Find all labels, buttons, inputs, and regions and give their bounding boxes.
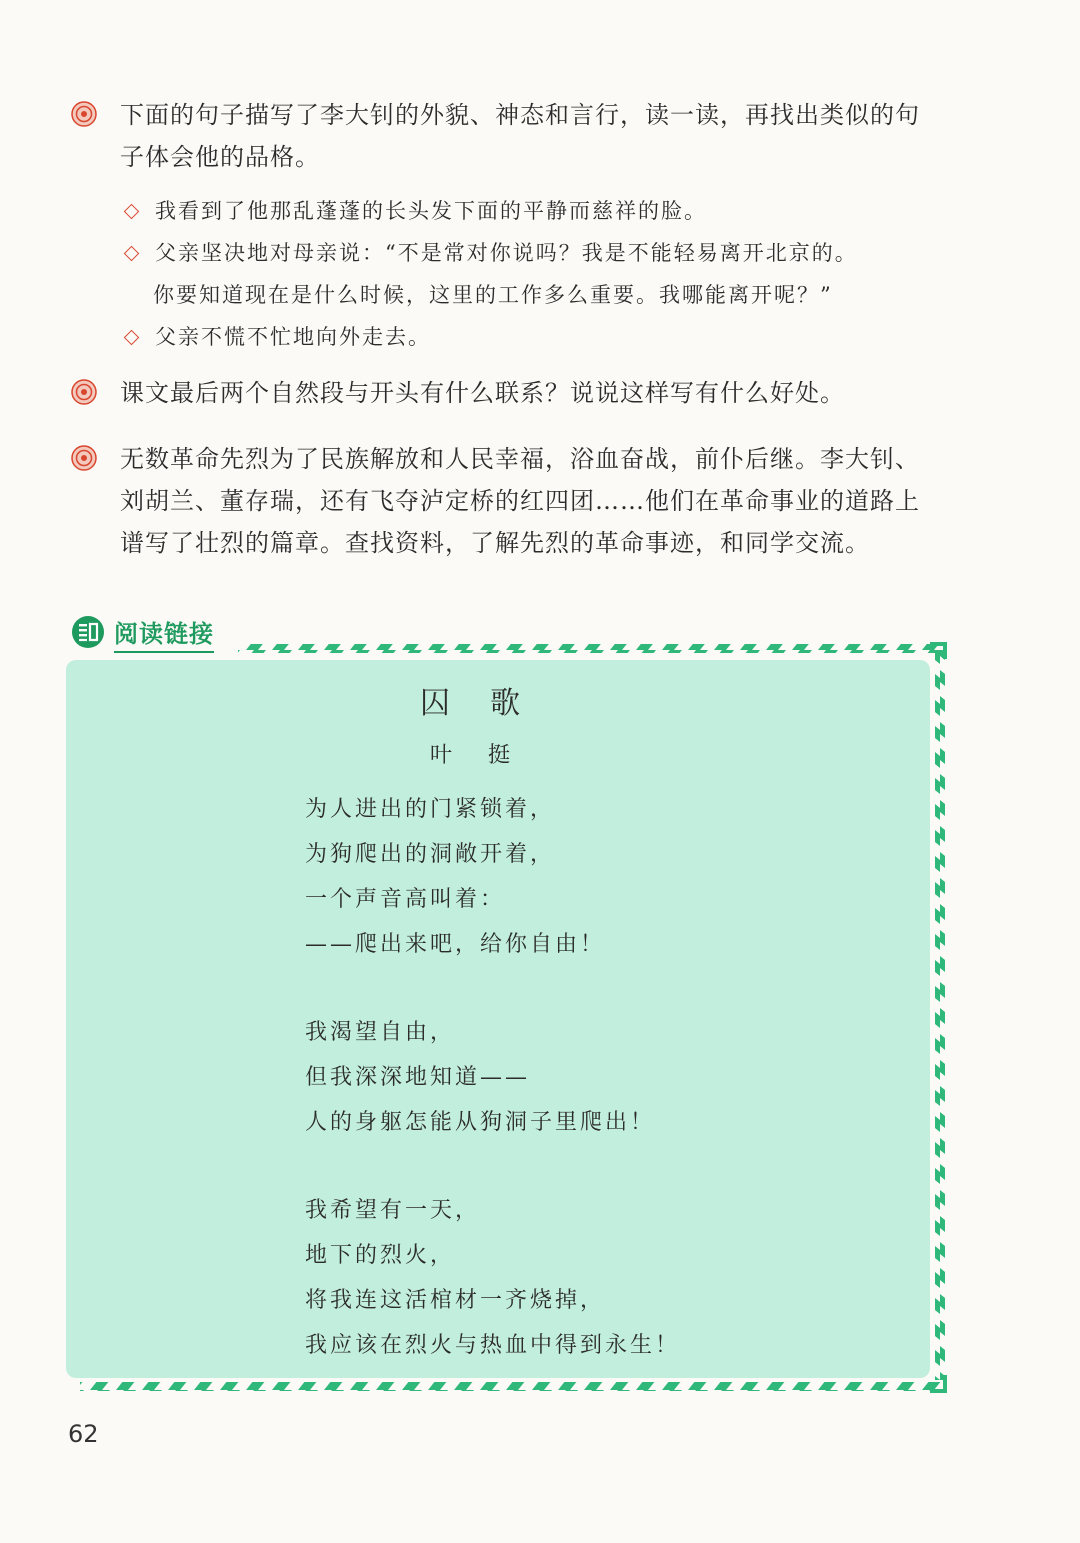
exercise-bullet-icon [70, 100, 98, 128]
exercise-1-text [120, 94, 950, 178]
poem-line: 但我深深地知道—— [305, 1065, 531, 1090]
poem-line: 人的身躯怎能从狗洞子里爬出！ [305, 1110, 656, 1135]
exercise-2-line: 课文最后两个自然段与开头有什么联系？说说这样写有什么好处。 [120, 379, 845, 407]
exercise-1-line: 下面的句子描写了李大钊的外貌、神态和言行，读一读，再找出类似的句 [120, 101, 920, 129]
exercise-3-text [120, 438, 950, 564]
exercise-bullet-icon [70, 378, 98, 406]
poem-line: 我渴望自由， [305, 1020, 456, 1045]
sentence-item [120, 232, 950, 316]
reading-link-title: 阅读链接 [114, 614, 214, 653]
sentence-text: 你要知道现在是什么时候，这里的工作多么重要。我哪能离开呢？” [153, 283, 833, 307]
poem-title: 囚歌 [420, 686, 560, 721]
exercise-3-line: 谱写了壮烈的篇章。查找资料，了解先烈的革命事迹，和同学交流。 [120, 529, 870, 557]
poem-line: 地下的烈火， [305, 1243, 456, 1268]
exercise-1-line: 子体会他的品格。 [120, 143, 320, 171]
page-number: 62 [68, 1420, 99, 1448]
poem-line: ——爬出来吧，给你自由！ [305, 932, 606, 957]
poem-line: 我希望有一天， [305, 1198, 481, 1223]
poem-author: 叶挺 [429, 743, 546, 768]
poem-line: 一个声音高叫着： [305, 887, 506, 912]
sentence-item [120, 316, 950, 358]
exercise-3-line: 刘胡兰、董存瑞，还有飞夺泸定桥的红四团……他们在革命事业的道路上 [120, 487, 920, 515]
sentence-text: 父亲不慌不忙地向外走去。 [155, 325, 431, 349]
sentence-text: 我看到了他那乱蓬蓬的长头发下面的平静而慈祥的脸。 [155, 199, 707, 223]
exercise-3-line: 无数革命先烈为了民族解放和人民幸福，浴血奋战，前仆后继。李大钊、 [120, 445, 920, 473]
poem-line: 将我连这活棺材一齐烧掉， [305, 1288, 606, 1313]
diamond-icon [124, 329, 140, 345]
poem-line: 我应该在烈火与热血中得到永生！ [305, 1333, 681, 1358]
diamond-icon [124, 245, 140, 261]
exercise-bullet-icon [70, 444, 98, 472]
poem-line: 为人进出的门紧锁着， [305, 797, 556, 822]
poem-line: 为狗爬出的洞敞开着， [305, 842, 556, 867]
sentence-item [120, 190, 950, 232]
exercise-2-text [120, 372, 950, 414]
diamond-icon [124, 203, 140, 219]
sentence-text: 父亲坚决地对母亲说：“不是常对你说吗？我是不能轻易离开北京的。 [155, 241, 858, 265]
